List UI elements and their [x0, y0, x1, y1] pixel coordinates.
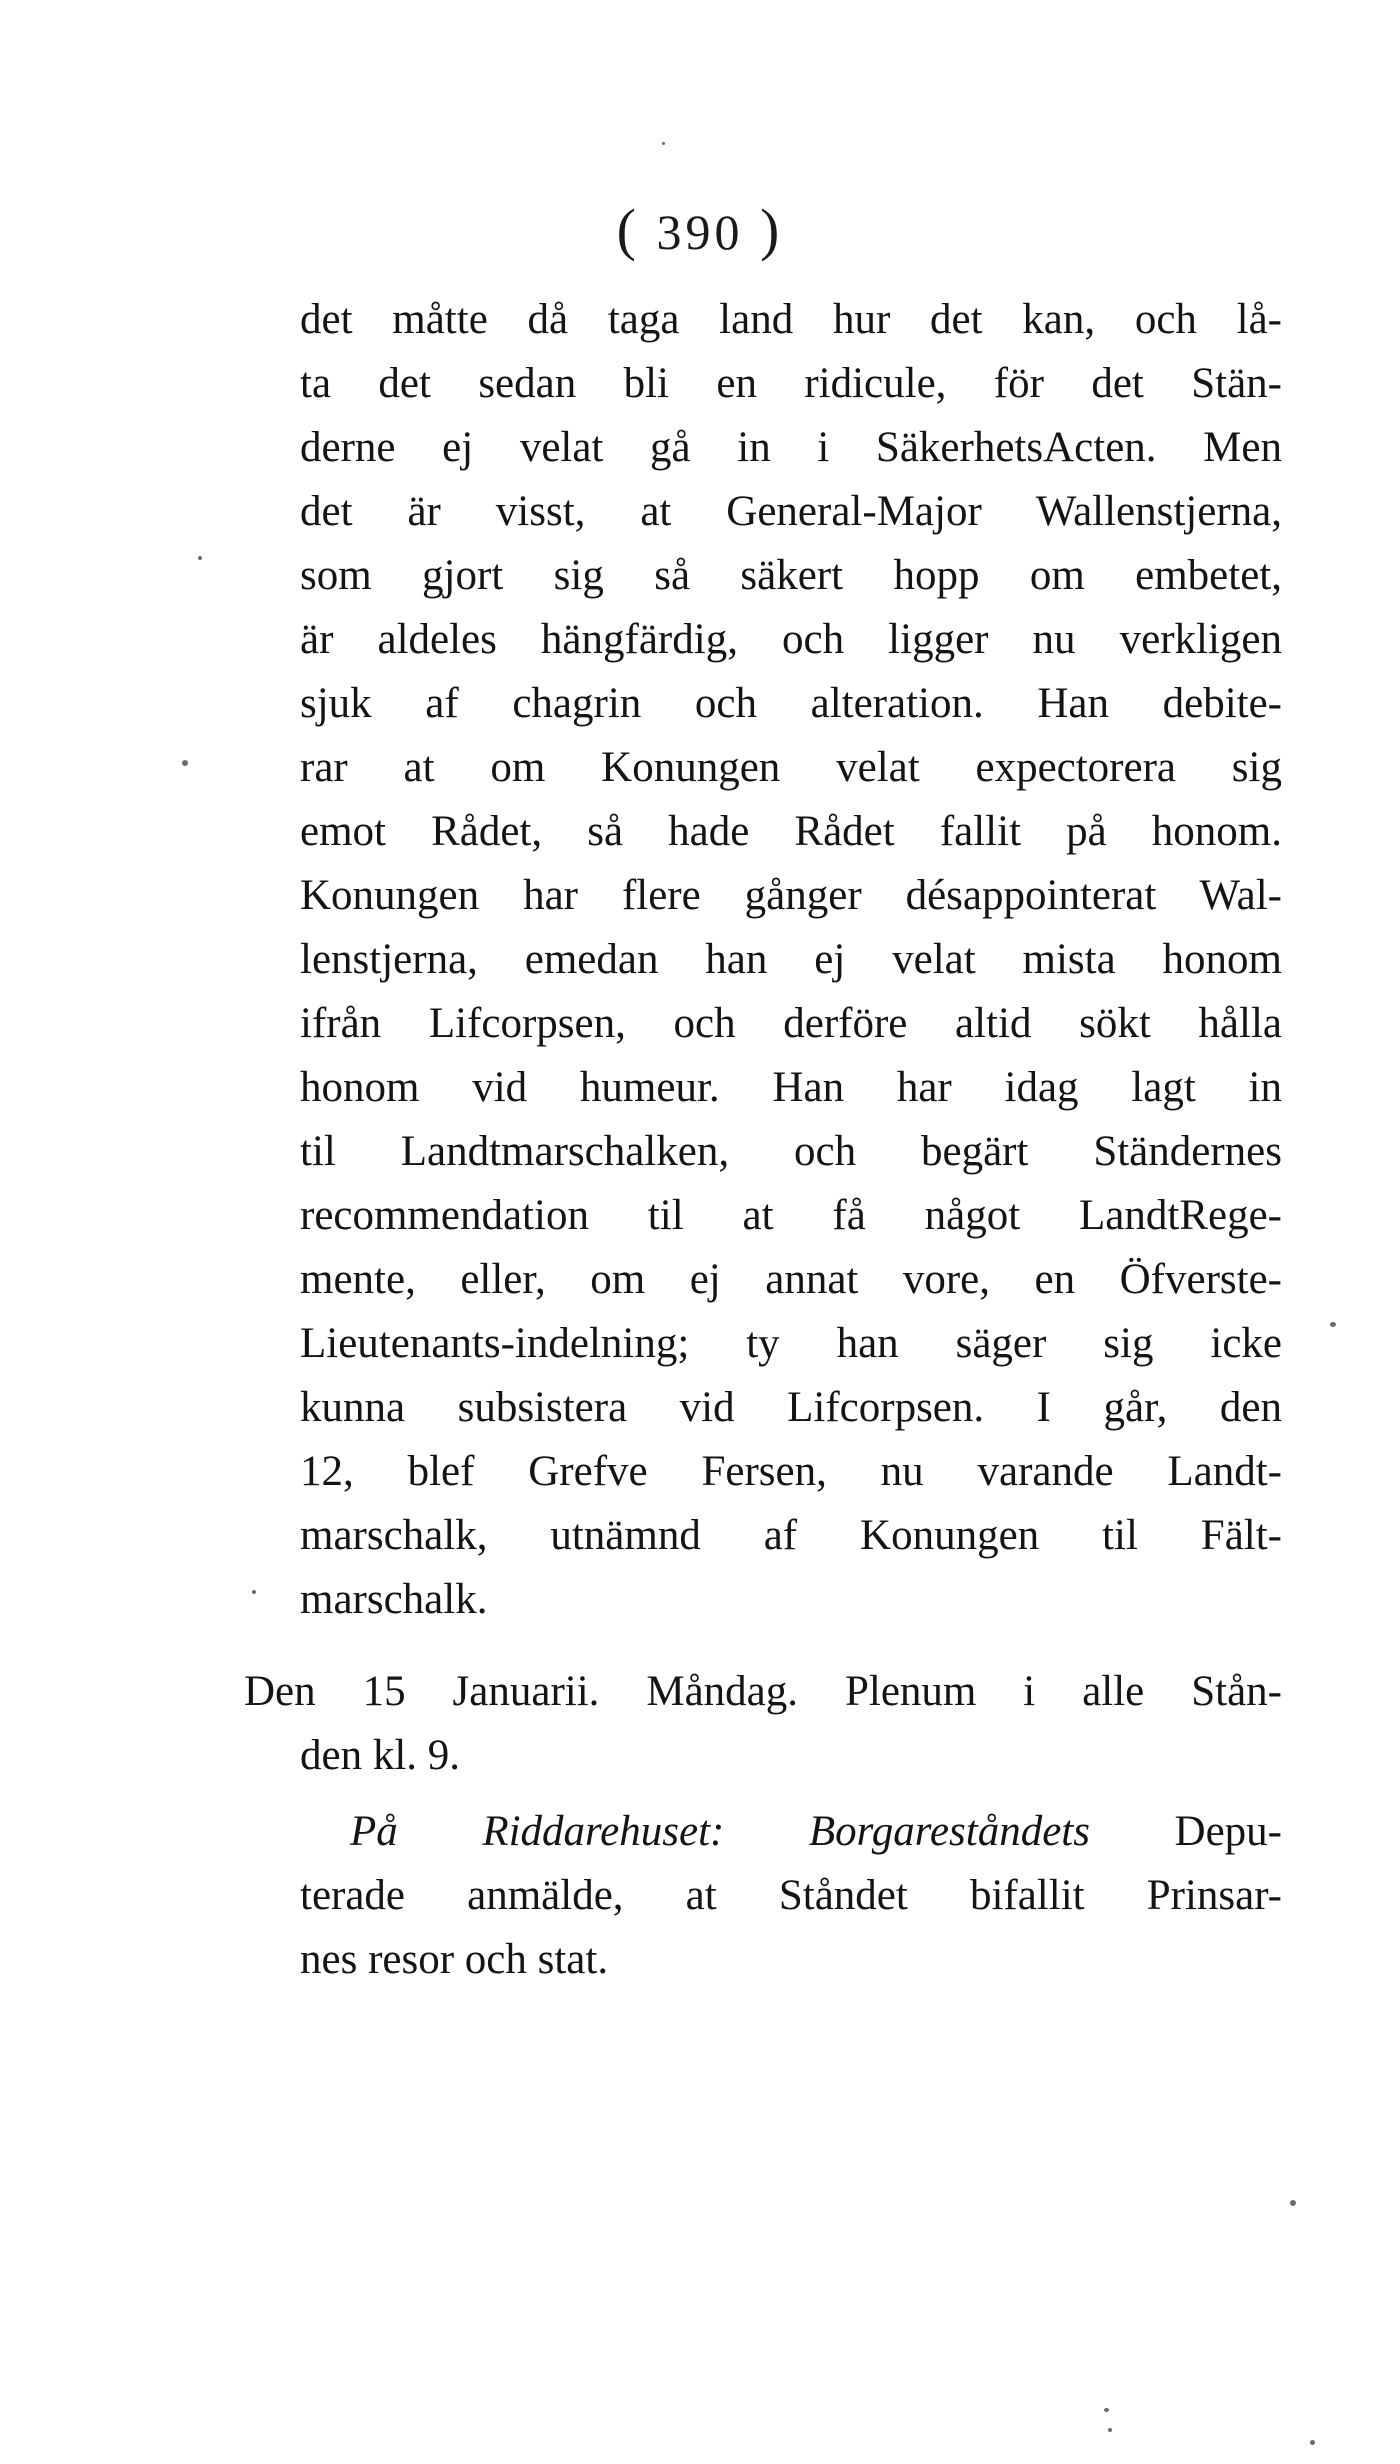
speck [252, 1590, 256, 1594]
text-line: derne ej velat gå in i SäkerhetsActen. Men [300, 424, 1282, 471]
speck [1330, 1322, 1336, 1327]
text-line: mente, eller, om ej annat vore, en Öfverste- [300, 1256, 1282, 1303]
text-line: det måtte då taga land hur det kan, och lå- [300, 296, 1282, 343]
page-number-open-paren: ( [616, 197, 640, 262]
text-line: marschalk, utnämnd af Konungen til Fält- [300, 1512, 1282, 1559]
text-line: det är visst, at General-Major Wallenstjerna, [300, 488, 1282, 535]
text-line: terade anmälde, at Ståndet bifallit Prinsar- [300, 1872, 1282, 1919]
text-line: är aldeles hängfärdig, och ligger nu verkligen [300, 616, 1282, 663]
speck [1104, 2408, 1109, 2412]
italic-lead: På Riddarehuset: Borgareståndets [350, 1808, 1090, 1855]
speck [198, 556, 202, 560]
speck [1108, 2428, 1112, 2432]
text-line: rar at om Konungen velat expectorera sig [300, 744, 1282, 791]
text-line: ifrån Lifcorpsen, och derföre altid sökt hålla [300, 1000, 1282, 1047]
text-line [350, 1800, 1282, 1864]
page-number [0, 196, 1400, 263]
text-line: sjuk af chagrin och alteration. Han debite- [300, 680, 1282, 727]
text-line: 12, blef Grefve Fersen, nu varande Landt- [300, 1448, 1282, 1495]
speck [182, 760, 188, 766]
text-line: nes resor och stat. [300, 1936, 609, 1983]
text-line: ta det sedan bli en ridicule, för det Stän- [300, 360, 1282, 407]
text-line: marschalk. [300, 1576, 488, 1623]
text-line: kunna subsistera vid Lifcorpsen. I går, den [300, 1384, 1282, 1431]
text-line: den kl. 9. [300, 1732, 461, 1779]
text-run: Depu- [1174, 1808, 1282, 1855]
text-line: lenstjerna, emedan han ej velat mista honom [300, 936, 1282, 983]
text-line: emot Rådet, så hade Rådet fallit på honom. [300, 808, 1282, 855]
page-number-value: 390 [656, 204, 744, 260]
page-number-close-paren: ) [760, 197, 784, 262]
text-line: som gjort sig så säkert hopp om embetet, [300, 552, 1282, 599]
speck [1290, 2200, 1296, 2206]
text-line: Lieutenants-indelning; ty han säger sig icke [300, 1320, 1282, 1367]
text-line: honom vid humeur. Han har idag lagt in [300, 1064, 1282, 1111]
speck [662, 142, 665, 145]
speck [1310, 2440, 1315, 2445]
text-line: til Landtmarschalken, och begärt Ständernes [300, 1128, 1282, 1175]
text-line: Den 15 Januarii. Måndag. Plenum i alle Stån- [244, 1668, 1282, 1715]
text-line: Konungen har flere gånger désappointerat Wal- [300, 872, 1282, 919]
text-line: recommendation til at få något LandtRege- [300, 1192, 1282, 1239]
